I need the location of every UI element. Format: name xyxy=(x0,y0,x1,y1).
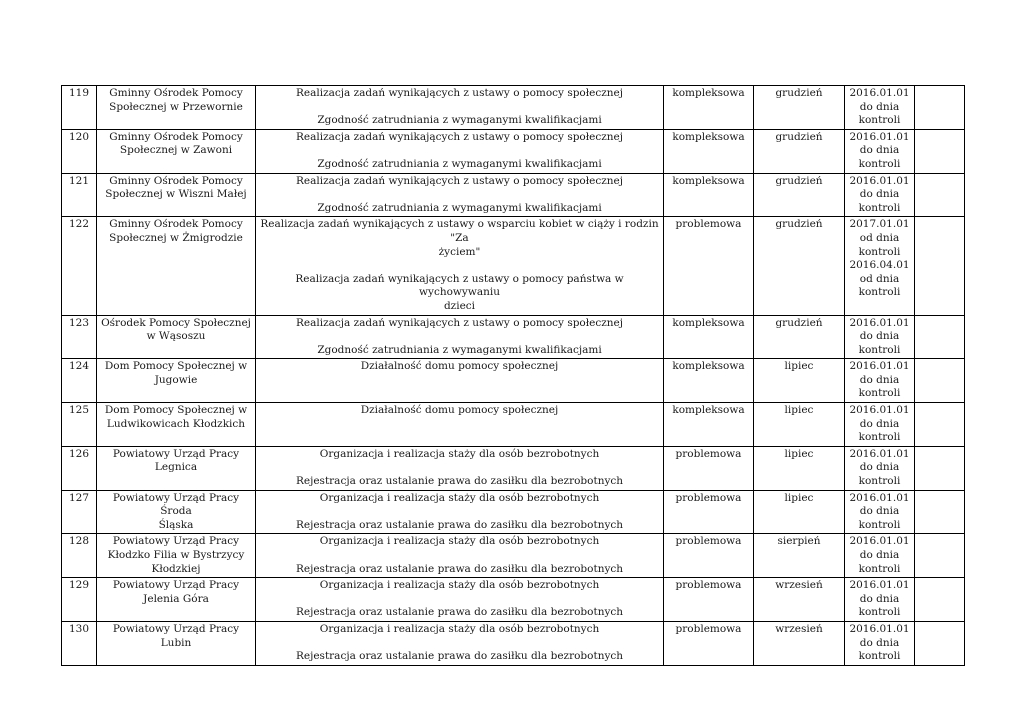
topic-line: Działalność domu pomocy społecznej xyxy=(360,404,559,417)
notes-cell xyxy=(915,173,965,217)
notes-cell xyxy=(915,129,965,173)
month-cell: grudzień xyxy=(754,217,845,315)
topic-line: Zgodność zatrudniania z wymaganymi kwalifikacjami xyxy=(317,201,602,214)
row-number-cell: 122 xyxy=(62,217,97,315)
entity-name-line: Ludwikowicach Kłodzkich xyxy=(106,417,246,430)
topic-spacer xyxy=(259,330,660,344)
period-line: do dnia xyxy=(859,636,900,649)
topic-line: Rejestracja oraz ustalanie prawa do zasiłku dla bezrobotnych xyxy=(295,475,624,488)
topic-line: Realizacja zadań wynikających z ustawy o pomocy społecznej xyxy=(295,87,624,99)
period-line: do dnia xyxy=(859,188,900,201)
month-cell: grudzień xyxy=(754,315,845,359)
notes-cell xyxy=(915,217,965,315)
period-line: od dnia xyxy=(859,272,900,285)
topic-cell xyxy=(256,621,664,665)
inspection-type-cell: kompleksowa xyxy=(664,403,754,447)
table-row xyxy=(62,359,965,403)
period-line: do dnia xyxy=(859,330,900,343)
topic-line: Realizacja zadań wynikających z ustawy o wsparciu kobiet w ciąży i rodzin "Za xyxy=(260,218,659,244)
topic-line: życiem" xyxy=(438,245,481,258)
notes-cell xyxy=(915,315,965,359)
entity-name-line: Powiatowy Urząd Pracy xyxy=(112,622,240,635)
inspection-type-cell: problemowa xyxy=(664,490,754,534)
topic-cell xyxy=(256,490,664,534)
topic-line: Zgodność zatrudniania z wymaganymi kwalifikacjami xyxy=(317,114,602,127)
topic-cell xyxy=(256,403,664,447)
topic-cell xyxy=(256,534,664,578)
table-row xyxy=(62,173,965,217)
entity-name-line: Dom Pomocy Społecznej w xyxy=(104,360,248,373)
notes-cell xyxy=(915,621,965,665)
entity-name-line: Lubin xyxy=(160,636,192,649)
entity-cell xyxy=(97,217,256,315)
topic-cell xyxy=(256,86,664,130)
topic-spacer xyxy=(259,593,660,607)
period-line: kontroli xyxy=(858,387,901,400)
topic-cell xyxy=(256,173,664,217)
inspection-type-cell: kompleksowa xyxy=(664,315,754,359)
topic-spacer xyxy=(259,188,660,202)
entity-name-line: Powiatowy Urząd Pracy xyxy=(112,447,240,460)
table-row xyxy=(62,403,965,447)
row-number-cell: 119 xyxy=(62,86,97,130)
topic-line: dzieci xyxy=(443,299,476,312)
notes-cell xyxy=(915,534,965,578)
period-line: 2016.01.01 xyxy=(849,579,910,592)
entity-cell xyxy=(97,534,256,578)
table-row xyxy=(62,490,965,534)
row-number-cell: 124 xyxy=(62,359,97,403)
entity-cell xyxy=(97,173,256,217)
inspection-plan-table xyxy=(61,85,965,666)
entity-name-line: Jugowie xyxy=(154,373,198,386)
month-cell: grudzień xyxy=(754,129,845,173)
entity-name-line: Ośrodek Pomocy Społecznej xyxy=(101,316,251,329)
topic-spacer xyxy=(259,259,660,273)
period-cell xyxy=(845,86,915,130)
topic-line: Rejestracja oraz ustalanie prawa do zasiłku dla bezrobotnych xyxy=(295,650,624,663)
inspection-type-cell: problemowa xyxy=(664,578,754,622)
entity-name-line: Społecznej w Żmigrodzie xyxy=(109,231,243,244)
period-line: kontroli xyxy=(858,475,901,488)
month-cell: sierpień xyxy=(754,534,845,578)
entity-name-line: Gminny Ośrodek Pomocy xyxy=(109,87,243,99)
period-line: 2016.01.01 xyxy=(849,404,910,417)
period-line: kontroli xyxy=(858,562,901,575)
row-number-cell: 126 xyxy=(62,446,97,490)
entity-name-line: Legnica xyxy=(154,461,198,474)
inspection-type-cell: kompleksowa xyxy=(664,86,754,130)
month-cell: wrzesień xyxy=(754,621,845,665)
topic-line: Organizacja i realizacja staży dla osób bezrobotnych xyxy=(319,535,600,548)
period-line: 2016.01.01 xyxy=(849,622,910,635)
month-cell: grudzień xyxy=(754,86,845,130)
topic-line: Rejestracja oraz ustalanie prawa do zasiłku dla bezrobotnych xyxy=(295,518,624,531)
table-row xyxy=(62,446,965,490)
table-row xyxy=(62,621,965,665)
topic-cell xyxy=(256,315,664,359)
period-line: 2016.01.01 xyxy=(849,87,910,99)
topic-line: Organizacja i realizacja staży dla osób bezrobotnych xyxy=(319,622,600,635)
entity-name-line: Dom Pomocy Społecznej w xyxy=(104,404,248,417)
period-cell xyxy=(845,173,915,217)
table-row xyxy=(62,578,965,622)
period-line: kontroli xyxy=(858,157,901,170)
month-cell: lipiec xyxy=(754,490,845,534)
period-line: kontroli xyxy=(858,114,901,127)
entity-name-line: Śląska xyxy=(158,518,194,531)
period-line: do dnia xyxy=(859,549,900,561)
entity-name-line: Gminny Ośrodek Pomocy xyxy=(109,174,243,187)
period-cell xyxy=(845,359,915,403)
inspection-type-cell: kompleksowa xyxy=(664,359,754,403)
period-line: 2016.01.01 xyxy=(849,174,910,187)
entity-name-line: Powiatowy Urząd Pracy Środa xyxy=(112,491,240,518)
entity-name-line: Kłodzkiej xyxy=(151,562,201,575)
table-row xyxy=(62,129,965,173)
month-cell: grudzień xyxy=(754,173,845,217)
period-line: od dnia xyxy=(859,231,900,244)
table-row xyxy=(62,217,965,315)
period-line: kontroli xyxy=(858,286,901,299)
period-cell xyxy=(845,490,915,534)
topic-line: Zgodność zatrudniania z wymaganymi kwalifikacjami xyxy=(317,157,602,170)
topic-line: Realizacja zadań wynikających z ustawy o pomocy społecznej xyxy=(295,174,624,187)
entity-cell xyxy=(97,129,256,173)
row-number-cell: 120 xyxy=(62,129,97,173)
month-cell: lipiec xyxy=(754,446,845,490)
entity-name-line: Społecznej w Przewornie xyxy=(109,100,243,113)
row-number-cell: 121 xyxy=(62,173,97,217)
table-row xyxy=(62,86,965,130)
notes-cell xyxy=(915,403,965,447)
inspection-type-cell: kompleksowa xyxy=(664,129,754,173)
entity-name-line: w Wąsoszu xyxy=(146,330,206,343)
topic-line: Realizacja zadań wynikających z ustawy o pomocy społecznej xyxy=(295,130,624,143)
notes-cell xyxy=(915,490,965,534)
topic-line: Działalność domu pomocy społecznej xyxy=(360,360,559,373)
entity-cell xyxy=(97,578,256,622)
period-line: do dnia xyxy=(859,144,900,157)
period-cell xyxy=(845,217,915,315)
inspection-type-cell: problemowa xyxy=(664,621,754,665)
period-line: kontroli xyxy=(858,650,901,663)
topic-line: Rejestracja oraz ustalanie prawa do zasiłku dla bezrobotnych xyxy=(295,562,624,575)
period-line: do dnia xyxy=(859,505,900,518)
period-line: do dnia xyxy=(859,592,900,605)
topic-line: Realizacja zadań wynikających z ustawy o pomocy państwa w wychowywaniu xyxy=(295,272,624,299)
entity-name-line: Jelenia Góra xyxy=(143,592,209,605)
period-line: kontroli xyxy=(858,606,901,619)
period-line: 2016.01.01 xyxy=(849,491,910,504)
topic-spacer xyxy=(259,461,660,475)
period-line: 2017.01.01 xyxy=(849,218,910,231)
table-row xyxy=(62,534,965,578)
topic-spacer xyxy=(259,144,660,158)
topic-line: Realizacja zadań wynikających z ustawy o pomocy społecznej xyxy=(295,316,624,329)
inspection-type-cell: problemowa xyxy=(664,217,754,315)
topic-spacer xyxy=(259,549,660,563)
period-line: do dnia xyxy=(859,461,900,474)
topic-cell xyxy=(256,578,664,622)
notes-cell xyxy=(915,578,965,622)
entity-name-line: Gminny Ośrodek Pomocy xyxy=(109,130,243,143)
topic-line: Organizacja i realizacja staży dla osób bezrobotnych xyxy=(319,491,600,504)
period-line: kontroli xyxy=(858,431,901,444)
period-cell xyxy=(845,578,915,622)
entity-cell xyxy=(97,403,256,447)
month-cell: lipiec xyxy=(754,359,845,403)
period-cell xyxy=(845,315,915,359)
entity-name-line: Powiatowy Urząd Pracy xyxy=(112,579,240,592)
entity-name-line: Powiatowy Urząd Pracy xyxy=(112,535,240,548)
topic-spacer xyxy=(259,637,660,651)
period-cell xyxy=(845,446,915,490)
notes-cell xyxy=(915,359,965,403)
period-line: 2016.01.01 xyxy=(849,360,910,373)
entity-cell xyxy=(97,621,256,665)
period-line: kontroli xyxy=(858,245,901,258)
entity-name-line: Społecznej w Zawoni xyxy=(119,144,233,157)
table-body xyxy=(62,86,965,666)
row-number-cell: 127 xyxy=(62,490,97,534)
notes-cell xyxy=(915,446,965,490)
period-line: do dnia xyxy=(859,100,900,113)
period-line: do dnia xyxy=(859,417,900,430)
inspection-type-cell: problemowa xyxy=(664,446,754,490)
period-line: 2016.01.01 xyxy=(849,316,910,329)
entity-name-line: Społecznej w Wiszni Małej xyxy=(105,188,247,201)
notes-cell xyxy=(915,86,965,130)
entity-name-line: Kłodzko Filia w Bystrzycy xyxy=(107,549,245,561)
inspection-type-cell: kompleksowa xyxy=(664,173,754,217)
row-number-cell: 123 xyxy=(62,315,97,359)
topic-cell xyxy=(256,446,664,490)
topic-line: Zgodność zatrudniania z wymaganymi kwalifikacjami xyxy=(317,343,602,356)
row-number-cell: 129 xyxy=(62,578,97,622)
period-line: 2016.01.01 xyxy=(849,130,910,143)
period-line: 2016.04.01 xyxy=(849,259,910,272)
entity-cell xyxy=(97,446,256,490)
period-line: kontroli xyxy=(858,201,901,214)
period-line: kontroli xyxy=(858,343,901,356)
entity-cell xyxy=(97,359,256,403)
topic-line: Rejestracja oraz ustalanie prawa do zasiłku dla bezrobotnych xyxy=(295,606,624,619)
period-line: 2016.01.01 xyxy=(849,447,910,460)
topic-cell xyxy=(256,359,664,403)
row-number-cell: 128 xyxy=(62,534,97,578)
period-line: do dnia xyxy=(859,373,900,386)
entity-name-line: Gminny Ośrodek Pomocy xyxy=(109,218,243,231)
table-row xyxy=(62,315,965,359)
topic-spacer xyxy=(259,101,660,115)
topic-spacer xyxy=(259,505,660,519)
entity-cell xyxy=(97,490,256,534)
month-cell: wrzesień xyxy=(754,578,845,622)
period-line: 2016.01.01 xyxy=(849,535,910,548)
month-cell: lipiec xyxy=(754,403,845,447)
period-cell xyxy=(845,403,915,447)
row-number-cell: 125 xyxy=(62,403,97,447)
inspection-type-cell: problemowa xyxy=(664,534,754,578)
topic-cell xyxy=(256,217,664,315)
period-cell xyxy=(845,621,915,665)
row-number-cell: 130 xyxy=(62,621,97,665)
topic-cell xyxy=(256,129,664,173)
period-line: kontroli xyxy=(858,518,901,531)
period-cell xyxy=(845,534,915,578)
topic-line: Organizacja i realizacja staży dla osób bezrobotnych xyxy=(319,579,600,592)
entity-cell xyxy=(97,86,256,130)
entity-cell xyxy=(97,315,256,359)
topic-line: Organizacja i realizacja staży dla osób bezrobotnych xyxy=(319,447,600,460)
period-cell xyxy=(845,129,915,173)
